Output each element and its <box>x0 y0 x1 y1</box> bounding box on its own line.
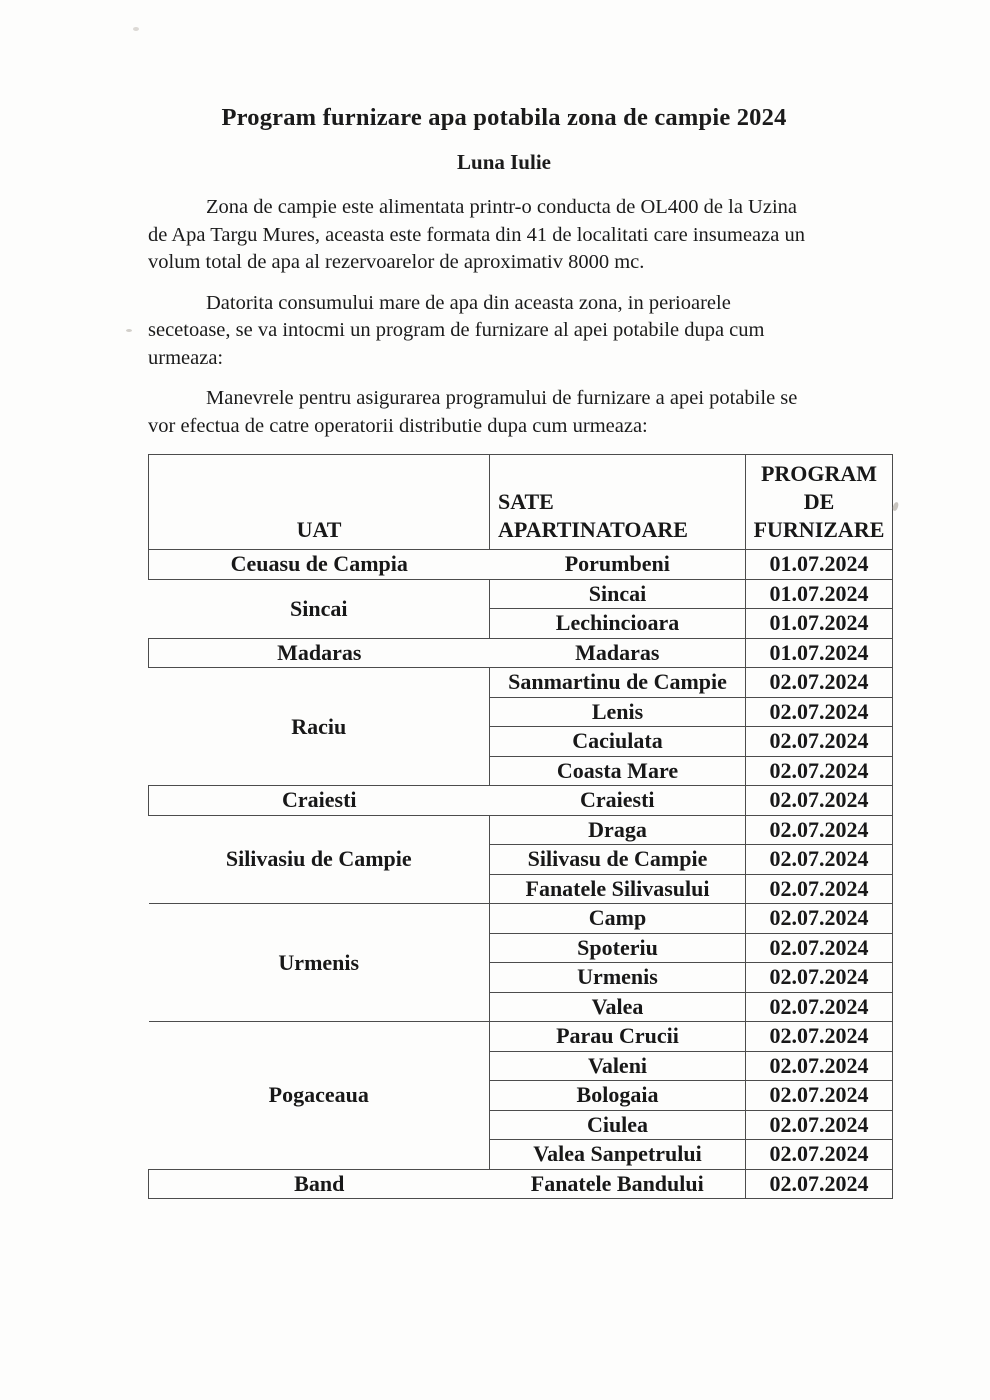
date-cell: 02.07.2024 <box>746 756 893 786</box>
date-cell: 02.07.2024 <box>746 1110 893 1140</box>
scan-speck <box>133 27 139 31</box>
paragraph-line: Datorita consumului mare de apa din aceasta zona, in perioarele <box>206 291 731 314</box>
uat-cell: Pogaceaua <box>149 1022 490 1170</box>
uat-cell: Band <box>149 1169 490 1199</box>
village-cell: Ciulea <box>490 1110 746 1140</box>
table-row <box>149 1022 893 1052</box>
date-cell: 02.07.2024 <box>746 727 893 757</box>
village-cell: Porumbeni <box>490 550 746 580</box>
table-row <box>149 815 893 845</box>
uat-cell: Raciu <box>149 668 490 786</box>
paragraph-line: urmeaza: <box>148 346 224 369</box>
uat-cell: Urmenis <box>149 904 490 1022</box>
date-cell: 02.07.2024 <box>746 874 893 904</box>
table-row <box>149 638 893 668</box>
village-cell: Caciulata <box>490 727 746 757</box>
date-cell: 02.07.2024 <box>746 1081 893 1111</box>
page-subtitle: Luna Iulie <box>457 150 551 174</box>
village-cell: Lechincioara <box>490 609 746 639</box>
village-cell: Valea <box>490 992 746 1022</box>
page-title: Program furnizare apa potabila zona de campie 2024 <box>221 104 787 131</box>
village-cell: Sanmartinu de Campie <box>490 668 746 698</box>
scan-speck <box>892 502 899 512</box>
village-cell: Craiesti <box>490 786 746 816</box>
date-cell: 01.07.2024 <box>746 609 893 639</box>
paragraph-line: secetoase, se va intocmi un program de furnizare al apei potabile dupa cum <box>148 319 765 341</box>
date-cell: 02.07.2024 <box>746 1051 893 1081</box>
date-cell: 01.07.2024 <box>746 550 893 580</box>
village-cell: Draga <box>490 815 746 845</box>
uat-cell: Silivasiu de Campie <box>149 815 490 904</box>
village-cell: Coasta Mare <box>490 756 746 786</box>
village-cell: Camp <box>490 904 746 934</box>
village-cell: Bologaia <box>490 1081 746 1111</box>
village-cell: Urmenis <box>490 963 746 993</box>
date-cell: 02.07.2024 <box>746 668 893 698</box>
date-cell: 02.07.2024 <box>746 963 893 993</box>
village-cell: Spoteriu <box>490 933 746 963</box>
uat-cell: Ceuasu de Campia <box>149 550 490 580</box>
date-cell: 02.07.2024 <box>746 1140 893 1170</box>
village-cell: Fanatele Bandului <box>490 1169 746 1199</box>
date-cell: 02.07.2024 <box>746 933 893 963</box>
date-cell: 01.07.2024 <box>746 638 893 668</box>
header-cell-sate: SATE APARTINATOARE <box>490 455 746 550</box>
date-cell: 01.07.2024 <box>746 579 893 609</box>
village-cell: Fanatele Silivasului <box>490 874 746 904</box>
table-row <box>149 1169 893 1199</box>
paragraph <box>148 194 870 277</box>
paragraph-line: Manevrele pentru asigurarea programului de furnizare a apei potabile se <box>206 387 798 409</box>
date-cell: 02.07.2024 <box>746 815 893 845</box>
header-row <box>149 455 893 550</box>
paragraph-line: vor efectua de catre operatorii distributie dupa cum urmeaza: <box>148 414 648 437</box>
table-row <box>149 904 893 934</box>
table-row <box>149 550 893 580</box>
village-cell: Sincai <box>490 579 746 609</box>
paragraph-line: de Apa Targu Mures, aceasta este formata din 41 de localitati care insumeaza un <box>148 223 805 246</box>
schedule-table-body <box>149 550 893 1199</box>
paragraph <box>148 385 870 440</box>
village-cell: Lenis <box>490 697 746 727</box>
village-cell: Valea Sanpetrului <box>490 1140 746 1170</box>
village-cell: Silivasu de Campie <box>490 845 746 875</box>
header-cell-program: PROGRAM DE FURNIZARE <box>746 455 893 550</box>
paragraph-line: Zona de campie este alimentata printr-o conducta de OL400 de la Uzina <box>206 196 797 218</box>
table-row <box>149 786 893 816</box>
body-paragraphs <box>148 194 870 440</box>
uat-cell: Sincai <box>149 579 490 638</box>
uat-cell: Craiesti <box>149 786 490 816</box>
village-cell: Madaras <box>490 638 746 668</box>
date-cell: 02.07.2024 <box>746 845 893 875</box>
village-cell: Valeni <box>490 1051 746 1081</box>
date-cell: 02.07.2024 <box>746 1022 893 1052</box>
paragraph-line: volum total de apa al rezervoarelor de aproximativ 8000 mc. <box>148 251 645 273</box>
header-cell-uat: UAT <box>149 455 490 550</box>
table-row <box>149 579 893 609</box>
date-cell: 02.07.2024 <box>746 786 893 816</box>
date-cell: 02.07.2024 <box>746 697 893 727</box>
schedule-table <box>148 454 893 1199</box>
paragraph <box>148 290 870 373</box>
scan-speck <box>126 329 132 332</box>
village-cell: Parau Crucii <box>490 1022 746 1052</box>
uat-cell: Madaras <box>149 638 490 668</box>
date-cell: 02.07.2024 <box>746 904 893 934</box>
table-header <box>149 455 893 550</box>
date-cell: 02.07.2024 <box>746 992 893 1022</box>
date-cell: 02.07.2024 <box>746 1169 893 1199</box>
table-row <box>149 668 893 698</box>
